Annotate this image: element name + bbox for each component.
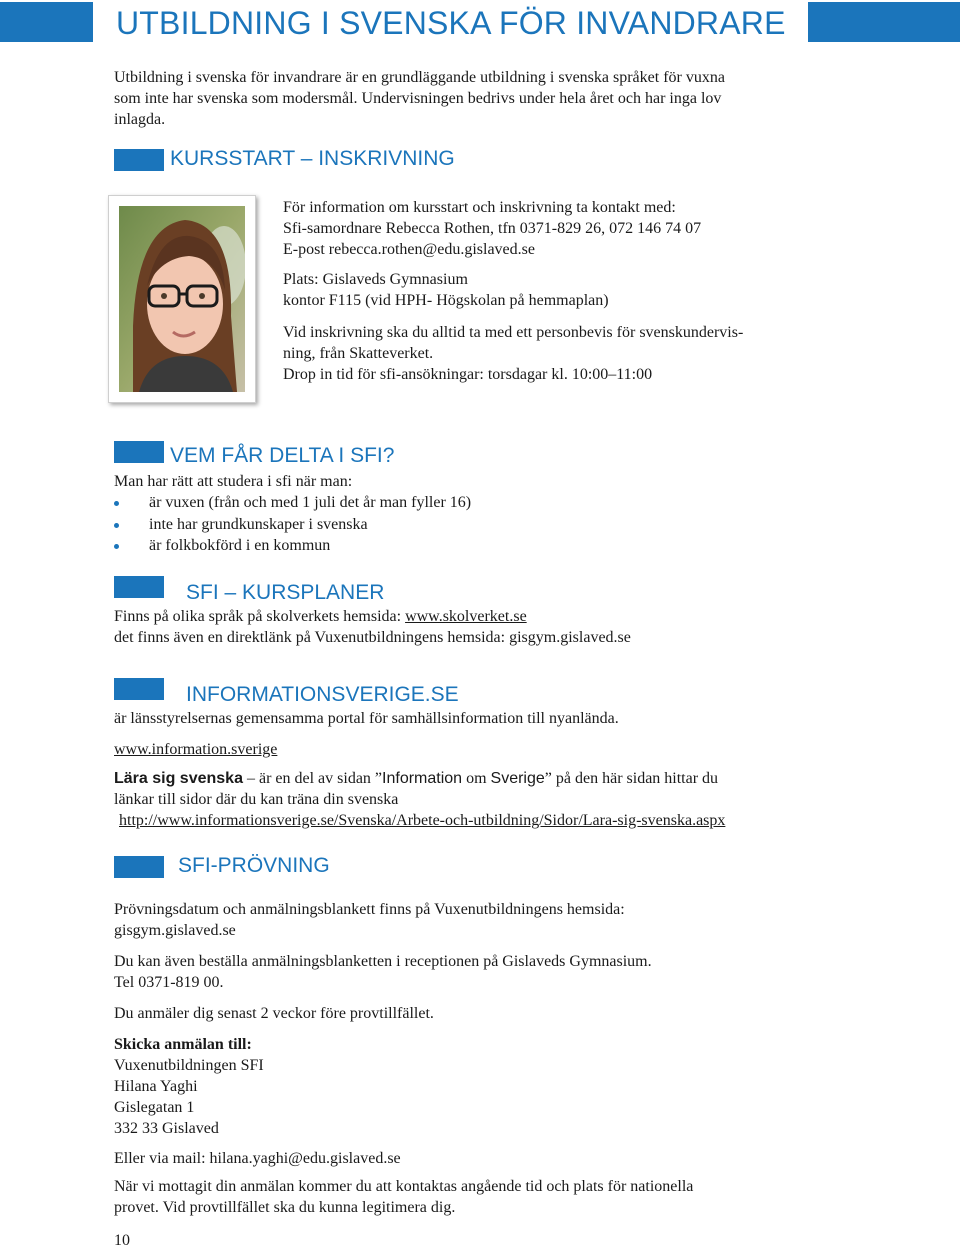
send-title: Skicka anmälan till:: [114, 1036, 252, 1053]
bullet-icon: [114, 501, 119, 506]
provning-paragraph-3: Du anmäler dig senast 2 veckor före provtillfället.: [114, 1005, 434, 1022]
infosverige-text: är länsstyrelsernas gemensamma portal för samhällsinformation till nyanlända.: [114, 710, 619, 727]
mail-line: Eller via mail: hilana.yaghi@edu.gislaved.se: [114, 1150, 401, 1167]
intro-paragraph: [114, 67, 814, 130]
section-title-provning: SFI-PRÖVNING: [178, 854, 330, 877]
bullet-icon: [114, 544, 119, 549]
mail-address[interactable]: hilana.yaghi@edu.gislaved.se: [209, 1150, 401, 1167]
final-paragraph: När vi mottagit din anmälan kommer du att kontaktas angående tid och plats för nationella provet. Vid provtillfället ska du kunna legitimera dig.: [114, 1178, 694, 1216]
section-marker: [114, 576, 164, 598]
skolverket-link[interactable]: www.skolverket.se: [405, 608, 527, 625]
section-marker: [114, 441, 164, 463]
information-sverige-link[interactable]: www.information.sverige: [114, 741, 278, 758]
header-bar-right: [808, 2, 960, 42]
eligibility-list: [114, 492, 471, 557]
vem-lead: Man har rätt att studera i sfi när man:: [114, 473, 353, 490]
intro-line: som inte har svenska som modersmål. Undervisningen bedrivs under hela året och har inga lov: [114, 90, 722, 107]
section-marker: [114, 678, 164, 700]
place-line: Plats: Gislaveds Gymnasium: [283, 271, 468, 288]
header-bar-left: [0, 2, 93, 42]
page-number: 10: [114, 1232, 130, 1249]
dropin-line: Drop in tid för sfi-ansökningar: torsdagar kl. 10:00–11:00: [283, 366, 653, 383]
section-title-kursplaner: SFI – KURSPLANER: [186, 581, 385, 604]
section-title-kursstart: KURSSTART – INSKRIVNING: [170, 147, 455, 170]
registration-line: Vid inskrivning ska du alltid ta med ett personbevis för svenskundervis-: [283, 324, 744, 341]
lara-sig-svenska-text: Lära sig svenska – är en del av sidan ”Information om Sverige” på den här sidan hittar du länkar till sidor där du kan träna din svenska: [114, 770, 719, 808]
section-marker: [114, 856, 164, 878]
contact-line: För information om kursstart och inskrivning ta kontakt med:: [283, 199, 676, 216]
place-info: [283, 269, 803, 311]
page-title: UTBILDNING I SVENSKA FÖR INVANDRARE: [116, 5, 786, 41]
lara-sig-svenska-link[interactable]: http://www.informationsverige.se/Svenska/Arbete-och-utbildning/Sidor/Lara-sig-svenska.aspx: [119, 812, 726, 829]
kursplaner-line: det finns även en direktlänk på Vuxenutbildningens hemsida: gisgym.gislaved.se: [114, 629, 631, 646]
list-item: är folkbokförd i en kommun: [114, 535, 471, 557]
section-title-vem: VEM FÅR DELTA I SFI?: [170, 444, 395, 467]
list-item: är vuxen (från och med 1 juli det år man fyller 16): [114, 492, 471, 514]
place-line: kontor F115 (vid HPH- Högskolan på hemmaplan): [283, 292, 609, 309]
kursplaner-text: Finns på olika språk på skolverkets hemsida: www.skolverket.se det finns även en direktlänk på Vuxenutbildningens hemsida: gisgym.gislaved.se: [114, 606, 814, 648]
send-address: Skicka anmälan till: Vuxenutbildningen SFI Hilana Yaghi Gislegatan 1 332 33 Gislaved: [114, 1034, 814, 1139]
intro-line: inlagda.: [114, 111, 166, 128]
contact-photo: [108, 195, 256, 403]
bullet-icon: [114, 523, 119, 528]
contact-email-line: E-post rebecca.rothen@edu.gislaved.se: [283, 241, 535, 258]
contact-info: [283, 197, 803, 260]
provning-paragraph-2: Du kan även beställa anmälningsblanketten i receptionen på Gislaveds Gymnasium. Tel 0371-819 00.: [114, 953, 652, 991]
intro-line: Utbildning i svenska för invandrare är en grundläggande utbildning i svenska språket för vuxna: [114, 69, 725, 86]
registration-info: [283, 322, 803, 385]
section-marker: [114, 149, 164, 171]
section-title-infosverige: INFORMATIONSVERIGE.SE: [186, 683, 459, 706]
contact-line: Sfi-samordnare Rebecca Rothen, tfn 0371-829 26, 072 146 74 07: [283, 220, 702, 237]
lara-sig-title: Lära sig svenska: [114, 770, 243, 787]
provning-paragraph-1: Prövningsdatum och anmälningsblankett finns på Vuxenutbildningens hemsida: gisgym.gislaved.se: [114, 901, 625, 939]
portrait-image: [119, 206, 245, 392]
list-item: inte har grundkunskaper i svenska: [114, 514, 471, 536]
registration-line: ning, från Skatteverket.: [283, 345, 434, 362]
